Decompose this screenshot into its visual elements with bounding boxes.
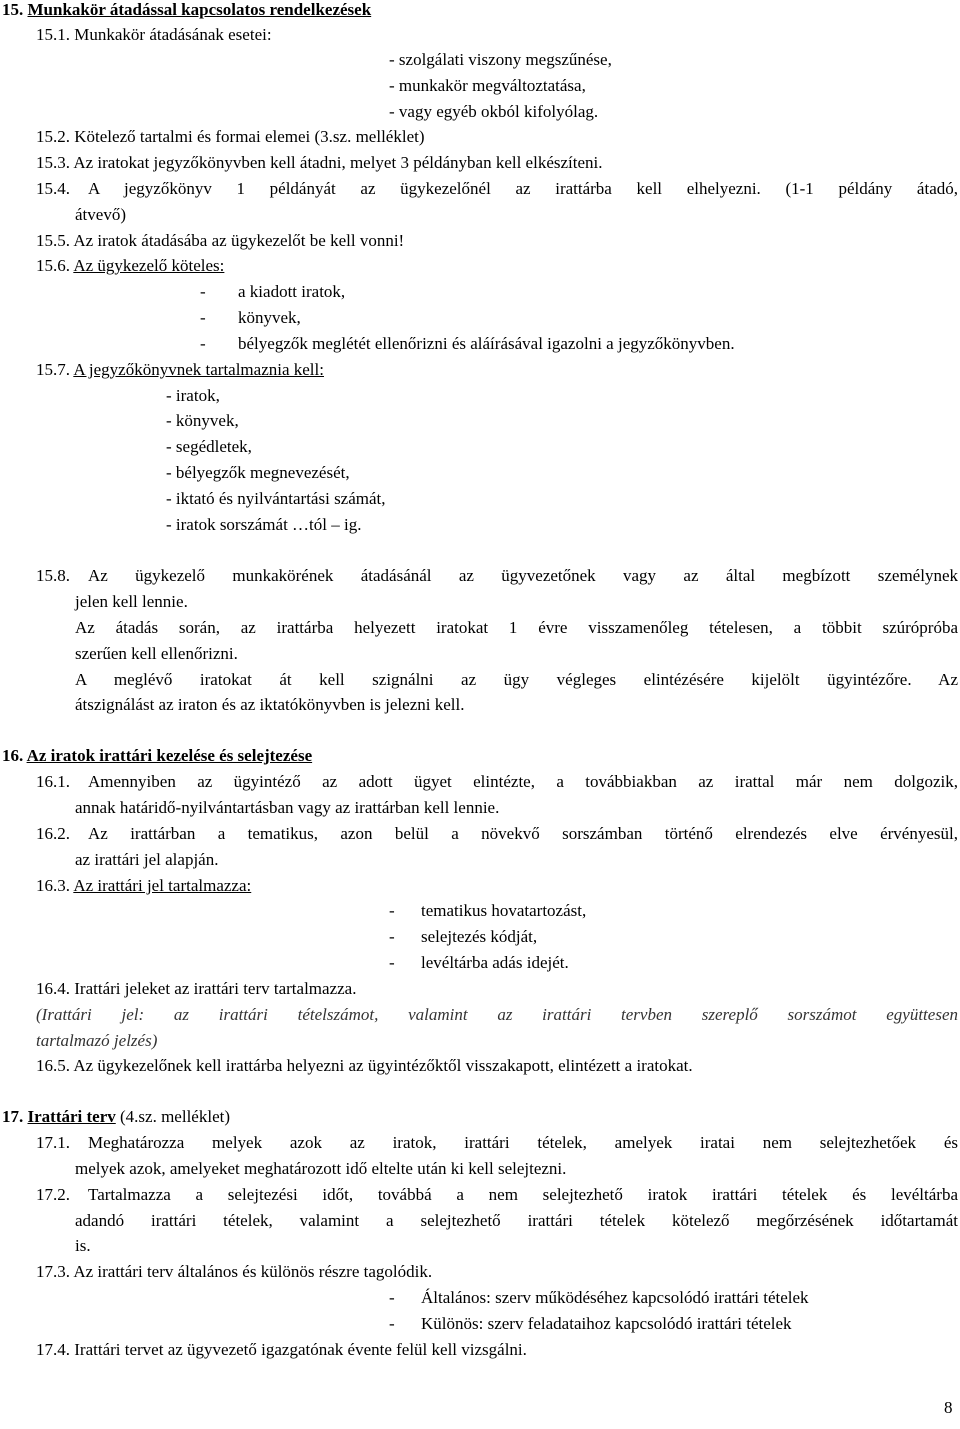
list-item: - bélyegzők megnevezését,: [166, 463, 350, 482]
page-number: 8: [944, 1398, 953, 1417]
para-16-1: Amennyiben az ügyintéző az adott ügyet elintézte, a továbbiakban az irattal már nem dolgozik,: [88, 772, 958, 791]
para-15-8c: A meglévő iratokat át kell szignálni az ügy végleges elintézésére kijelölt ügyintézőre. Az: [75, 670, 958, 689]
section-title: Az iratok irattári kezelése és selejtezése: [26, 746, 313, 765]
para-16-4: 16.4. Irattári jeleket az irattári terv tartalmazza.: [36, 979, 357, 998]
para-17-1-num: 17.1.: [36, 1133, 70, 1152]
section-number: 16.: [2, 746, 24, 765]
section-16-heading: [2, 746, 312, 766]
para-15-8: Az ügykezelő munkakörének átadásánál az ügyvezetőnek vagy az által megbízott személynek: [88, 566, 958, 585]
list-item: - vagy egyéb okból kifolyólag.: [389, 102, 599, 121]
para-15-2: 15.2. Kötelező tartalmi és formai elemei (3.sz. melléklet): [36, 127, 425, 146]
section-title-suffix: (4.sz. melléklet): [120, 1107, 231, 1126]
list-item: - iktató és nyilvántartási számát,: [166, 489, 386, 508]
para-15-4: A jegyzőkönyv 1 példányát az ügykezelőnél az irattárba kell elhelyezni. (1-1 példány átadó,: [88, 179, 958, 198]
irattari-jel-note: (Irattári jel: az irattári tételszámot, valamint az irattári tervben szereplő sorszámot együttesen: [36, 1005, 958, 1024]
irattari-jel-note-cont: tartalmazó jelzés): [36, 1031, 158, 1050]
section-number: 17.: [2, 1107, 24, 1126]
list-item: - segédletek,: [166, 437, 252, 456]
para-16-1-cont: annak határidő-nyilvántartásban vagy az irattárban kell lennie.: [75, 798, 500, 817]
para-17-4: 17.4. Irattári tervet az ügyvezető igazgatónak évente felül kell vizsgálni.: [36, 1340, 527, 1359]
para-17-3: 17.3. Az irattári terv általános és különös részre tagolódik.: [36, 1262, 433, 1281]
section-title: Munkakör átadással kapcsolatos rendelkezések: [27, 0, 372, 19]
para-17-2-cont: adandó irattári tételek, valamint a selejtezhető irattári tételek kötelező megőrzésének időtartamát: [75, 1211, 958, 1230]
para-16-2-num: 16.2.: [36, 824, 70, 843]
list-item: - a kiadott iratok,: [200, 282, 346, 301]
list-item: - Általános: szerv működéséhez kapcsolódó irattári tételek: [389, 1288, 809, 1307]
para-16-3: 16.3. Az irattári jel tartalmazza:: [36, 876, 252, 895]
list-item: - iratok,: [166, 386, 220, 405]
para-17-1-cont: melyek azok, amelyeket meghatározott idő eltelte után ki kell selejtezni.: [75, 1159, 567, 1178]
para-15-4-num: 15.4.: [36, 179, 70, 198]
para-15-4-cont: átvevő): [75, 205, 126, 224]
para-15-8-cont: jelen kell lennie.: [75, 592, 188, 611]
para-15-1: 15.1. Munkakör átadásának esetei:: [36, 25, 272, 44]
list-item: - iratok sorszámát …tól – ig.: [166, 515, 362, 534]
para-17-1: Meghatározza melyek azok az iratok, irattári tételek, amelyek iratai nem selejtezhetőek és: [88, 1133, 958, 1152]
para-15-8b-cont: szerűen kell ellenőrizni.: [75, 644, 238, 663]
section-number: 15.: [2, 0, 24, 19]
list-item: - munkakör megváltoztatása,: [389, 76, 586, 95]
para-15-3: 15.3. Az iratokat jegyzőkönyvben kell átadni, melyet 3 példányban kell elkészíteni.: [36, 153, 603, 172]
para-16-1-num: 16.1.: [36, 772, 70, 791]
list-item: - tematikus hovatartozást,: [389, 901, 587, 920]
section-17-heading: [2, 1107, 230, 1127]
list-item: - Különös: szerv feladataihoz kapcsolódó irattári tételek: [389, 1314, 792, 1333]
para-16-2: Az irattárban a tematikus, azon belül a növekvő sorszámban történő elrendezés elve érvényesül,: [88, 824, 958, 843]
para-15-8b: Az átadás során, az irattárba helyezett iratokat 1 évre visszamenőleg tételesen, a többit szúrópróba: [75, 618, 958, 637]
list-item: - selejtezés kódját,: [389, 927, 538, 946]
section-title: Irattári terv: [27, 1107, 116, 1126]
para-15-7: 15.7. A jegyzőkönyvnek tartalmaznia kell:: [36, 360, 324, 379]
para-16-2-cont: az irattári jel alapján.: [75, 850, 219, 869]
para-15-5: 15.5. Az iratok átadásába az ügykezelőt be kell vonni!: [36, 231, 405, 250]
para-15-6: 15.6. Az ügykezelő köteles:: [36, 256, 225, 275]
para-17-2-end: is.: [75, 1236, 91, 1255]
para-15-8c-cont: átszignálást az iraton és az iktatókönyvben is jelezni kell.: [75, 695, 465, 714]
section-15-heading: [2, 0, 371, 20]
para-17-2-num: 17.2.: [36, 1185, 70, 1204]
list-item: - levéltárba adás idejét.: [389, 953, 569, 972]
para-16-5: 16.5. Az ügykezelőnek kell irattárba helyezni az ügyintézőktől visszakapott, elintézett a iratokat.: [36, 1056, 693, 1075]
list-item: - könyvek,: [166, 411, 239, 430]
list-item: - könyvek,: [200, 308, 301, 327]
list-item: - szolgálati viszony megszűnése,: [389, 50, 612, 69]
para-15-8-num: 15.8.: [36, 566, 70, 585]
list-item: - bélyegzők meglétét ellenőrizni és aláírásával igazolni a jegyzőkönyvben.: [200, 334, 735, 353]
para-17-2: Tartalmazza a selejtezési időt, továbbá a nem selejtezhető iratok irattári tételek és levéltárba: [88, 1185, 958, 1204]
